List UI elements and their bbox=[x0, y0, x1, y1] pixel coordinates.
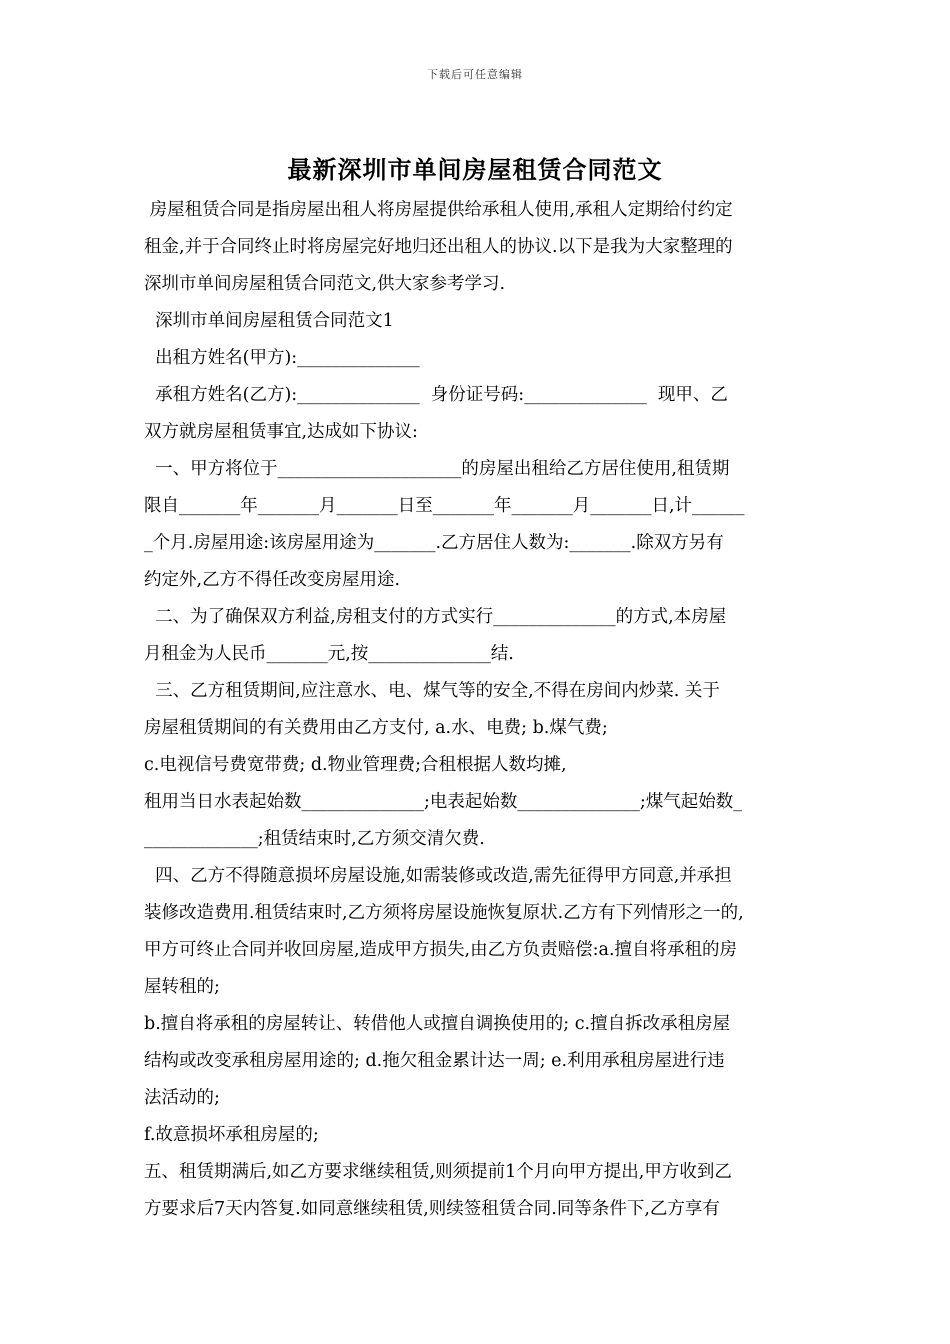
body-line: 出租方姓名(甲方):______________ bbox=[144, 348, 420, 368]
body-line: 装修改造费用.租赁结束时,乙方须将房屋设施恢复原状.乙方有下列情形之一的, bbox=[144, 903, 744, 923]
body-line: 一、甲方将位于_____________________的房屋出租给乙方居住使用,租赁期 bbox=[144, 459, 730, 479]
document-body bbox=[144, 192, 814, 1228]
body-line: 二、为了确保双方利益,房租支付的方式实行______________的方式,本房屋 bbox=[144, 607, 727, 627]
header-note: 下载后可任意编辑 bbox=[427, 68, 523, 81]
body-line: 法活动的; bbox=[144, 1088, 220, 1108]
body-line: 限自_______年_______月_______日至_______年_______月_______日,计______ bbox=[144, 496, 745, 516]
body-line: 方要求后7天内答复.如同意继续租赁,则续签租赁合同.同等条件下,乙方享有 bbox=[144, 1199, 720, 1219]
body-line: 房屋租赁期间的有关费用由乙方支付, a.水、电费; b.煤气费; bbox=[144, 718, 608, 738]
body-line: f.故意损坏承租房屋的; bbox=[144, 1125, 319, 1145]
body-line: 甲方可终止合同并收回房屋,造成甲方损失,由乙方负责赔偿:a.擅自将承租的房 bbox=[144, 940, 738, 960]
body-line: 约定外,乙方不得任改变房屋用途. bbox=[144, 570, 401, 590]
body-line: 深圳市单间房屋租赁合同范文1 bbox=[144, 311, 394, 331]
body-line: 屋转租的; bbox=[144, 977, 220, 997]
body-line: 四、乙方不得随意损坏房屋设施,如需装修或改造,需先征得甲方同意,并承担 bbox=[144, 866, 732, 886]
document-title: 最新深圳市单间房屋租赁合同范文 bbox=[287, 156, 663, 184]
body-line: 承租方姓名(乙方):______________ 身份证号码:______________ 现甲、乙 bbox=[144, 385, 728, 405]
body-line: 结构或改变承租房屋用途的; d.拖欠租金累计达一周; e.利用承租房屋进行违 bbox=[144, 1051, 725, 1071]
body-line: 租金,并于合同终止时将房屋完好地归还出租人的协议.以下是我为大家整理的 bbox=[144, 237, 733, 257]
body-line: 月租金为人民币_______元,按______________结. bbox=[144, 644, 514, 664]
body-line: 租用当日水表起始数______________;电表起始数______________;煤气起始数_ bbox=[144, 792, 743, 812]
body-line: 深圳市单间房屋租赁合同范文,供大家参考学习. bbox=[144, 274, 506, 294]
body-line: 双方就房屋租赁事宜,达成如下协议: bbox=[144, 422, 418, 442]
body-line: c.电视信号费宽带费; d.物业管理费;合租根据人数均摊, bbox=[144, 755, 567, 775]
body-line: _个月.房屋用途:该房屋用途为_______.乙方居住人数为:_______.除双方另有 bbox=[144, 533, 724, 553]
body-line: b.擅自将承租的房屋转让、转借他人或擅自调换使用的; c.擅自拆改承租房屋 bbox=[144, 1014, 731, 1034]
body-line: 五、租赁期满后,如乙方要求继续租赁,则须提前1个月向甲方提出,甲方收到乙 bbox=[144, 1162, 732, 1182]
body-line: _____________;租赁结束时,乙方须交清欠费. bbox=[144, 829, 485, 849]
body-line: 房屋租赁合同是指房屋出租人将房屋提供给承租人使用,承租人定期给付约定 bbox=[144, 200, 733, 220]
body-line: 三、乙方租赁期间,应注意水、电、煤气等的安全,不得在房间内炒菜. 关于 bbox=[144, 681, 720, 701]
